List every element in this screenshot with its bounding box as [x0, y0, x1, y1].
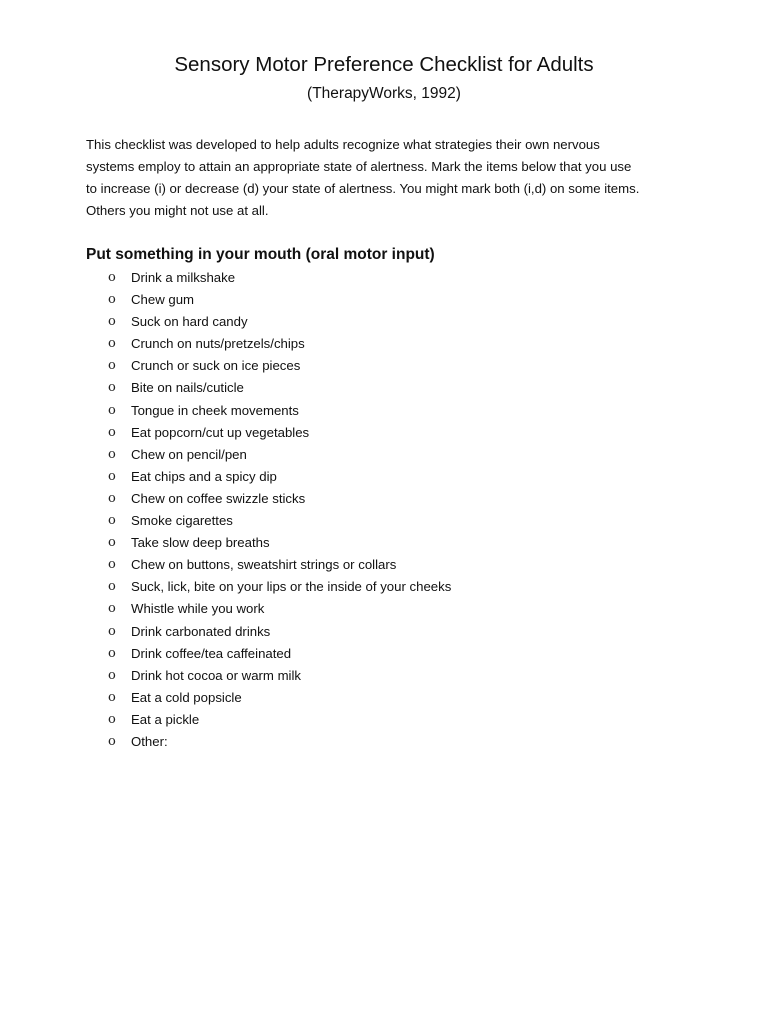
checklist-item-label: Crunch or suck on ice pieces [131, 358, 301, 374]
checklist-item-label: Tongue in cheek movements [131, 402, 299, 418]
checklist [0, 267, 768, 753]
intro-line: This checklist was developed to help adults recognize what strategies their own nervous [86, 137, 600, 152]
checklist-item[interactable] [0, 576, 768, 598]
checklist-item-label: Crunch on nuts/pretzels/chips [131, 336, 305, 352]
checklist-item[interactable] [0, 289, 768, 311]
citation: (TherapyWorks, 1992) [307, 85, 461, 102]
checkbox-circle-icon[interactable]: o [108, 623, 116, 639]
checklist-item[interactable] [0, 510, 768, 532]
checklist-item[interactable] [0, 444, 768, 466]
checklist-item[interactable] [0, 311, 768, 333]
checklist-item-label: Eat popcorn/cut up vegetables [131, 424, 310, 440]
checkbox-circle-icon[interactable]: o [108, 468, 116, 484]
checkbox-circle-icon[interactable]: o [108, 689, 116, 705]
checklist-item[interactable] [0, 731, 768, 753]
checklist-item-label: Drink hot cocoa or warm milk [131, 667, 302, 683]
intro-paragraph [86, 134, 686, 222]
checklist-item[interactable] [0, 665, 768, 687]
checklist-item[interactable] [0, 400, 768, 422]
intro-line: systems employ to attain an appropriate state of alertness. Mark the items below that you use [86, 159, 632, 174]
section-heading: Put something in your mouth (oral motor input) [86, 246, 435, 263]
checklist-item[interactable] [0, 267, 768, 289]
checklist-item-label: Chew on buttons, sweatshirt strings or collars [131, 557, 397, 573]
checklist-item-label: Drink a milkshake [131, 270, 236, 285]
checklist-item-label: Other: [131, 733, 168, 749]
checkbox-circle-icon[interactable]: o [108, 490, 116, 506]
checklist-item[interactable] [0, 377, 768, 399]
checkbox-circle-icon[interactable]: o [108, 579, 116, 595]
intro-line: to increase (i) or decrease (d) your state of alertness. You might mark both (i,d) on some items. [86, 181, 640, 196]
intro-line: Others you might not use at all. [86, 203, 269, 218]
checklist-item-label: Whistle while you work [131, 601, 265, 617]
checklist-item[interactable] [0, 333, 768, 355]
checklist-item-label: Chew gum [131, 292, 195, 308]
checklist-item[interactable] [0, 466, 768, 488]
checkbox-circle-icon[interactable]: o [108, 292, 116, 308]
checklist-item-label: Chew on coffee swizzle sticks [131, 490, 306, 506]
page-title: Sensory Motor Preference Checklist for Adults [174, 53, 594, 76]
checkbox-circle-icon[interactable]: o [108, 358, 116, 374]
checklist-item[interactable] [0, 709, 768, 731]
checklist-item[interactable] [0, 554, 768, 576]
checkbox-circle-icon[interactable]: o [108, 513, 116, 529]
checklist-item-label: Suck, lick, bite on your lips or the inside of your cheeks [131, 579, 452, 595]
checkbox-circle-icon[interactable]: o [108, 336, 116, 352]
checkbox-circle-icon[interactable]: o [108, 424, 116, 440]
checklist-item-label: Eat a cold popsicle [131, 689, 242, 705]
checkbox-circle-icon[interactable]: o [108, 557, 116, 573]
checklist-item[interactable] [0, 598, 768, 620]
checklist-item[interactable] [0, 687, 768, 709]
checkbox-circle-icon[interactable]: o [108, 270, 116, 285]
checkbox-circle-icon[interactable]: o [108, 601, 116, 617]
checkbox-circle-icon[interactable]: o [108, 380, 116, 396]
checkbox-circle-icon[interactable]: o [108, 314, 116, 330]
checklist-item-label: Smoke cigarettes [131, 513, 233, 529]
checklist-item-label: Suck on hard candy [131, 314, 248, 330]
checklist-item-label: Eat chips and a spicy dip [131, 468, 277, 484]
checkbox-circle-icon[interactable]: o [108, 667, 116, 683]
checklist-item-label: Drink coffee/tea caffeinated [131, 645, 292, 661]
checklist-item-label: Eat a pickle [131, 711, 200, 727]
checkbox-circle-icon[interactable]: o [108, 733, 116, 749]
checklist-item[interactable] [0, 532, 768, 554]
checkbox-circle-icon[interactable]: o [108, 402, 116, 418]
checkbox-circle-icon[interactable]: o [108, 535, 116, 551]
checklist-item[interactable] [0, 643, 768, 665]
checkbox-circle-icon[interactable]: o [108, 645, 116, 661]
checklist-item-label: Take slow deep breaths [131, 535, 270, 551]
checklist-item[interactable] [0, 355, 768, 377]
checkbox-circle-icon[interactable]: o [108, 711, 116, 727]
checklist-item-label: Bite on nails/cuticle [131, 380, 244, 396]
checklist-item[interactable] [0, 488, 768, 510]
checklist-item-label: Chew on pencil/pen [131, 446, 247, 462]
checkbox-circle-icon[interactable]: o [108, 446, 116, 462]
checklist-item-label: Drink carbonated drinks [131, 623, 271, 639]
checklist-item[interactable] [0, 621, 768, 643]
checklist-item[interactable] [0, 422, 768, 444]
